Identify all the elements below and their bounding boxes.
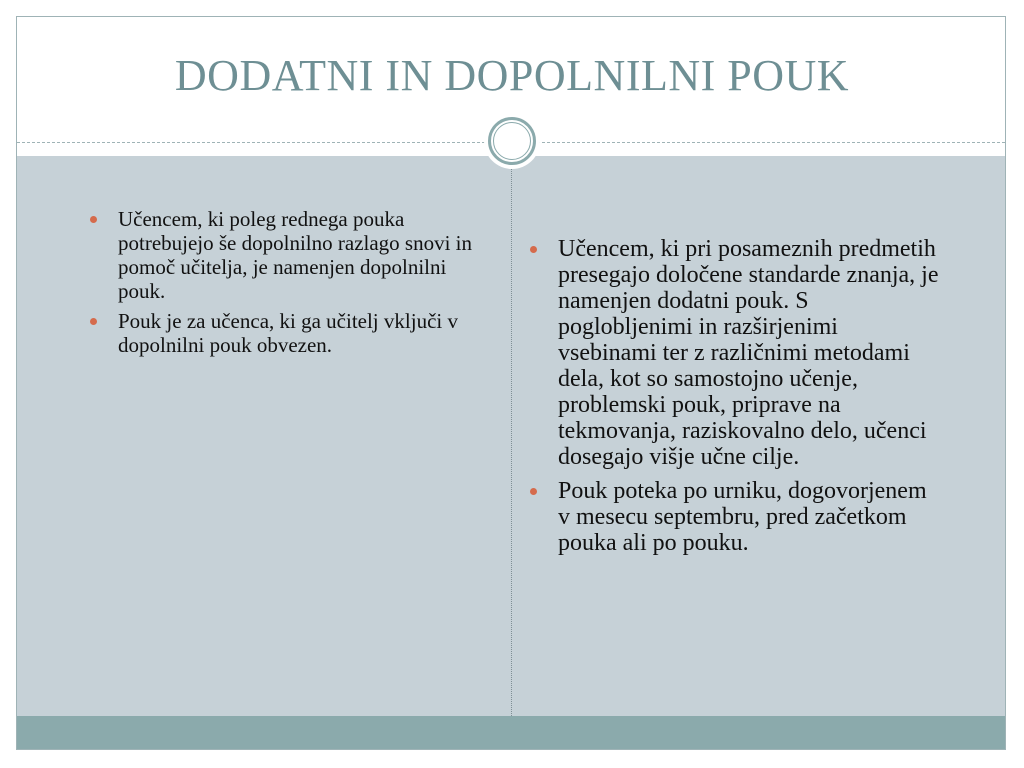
right-bullet-item-1 (530, 236, 940, 470)
left-bullet-item-2 (90, 309, 490, 357)
left-bullet-list (90, 207, 490, 363)
bottom-accent-band (17, 716, 1005, 749)
bullet-icon (530, 488, 537, 495)
bullet-icon (90, 318, 97, 325)
right-bullet-list (530, 236, 940, 564)
bullet-icon (90, 216, 97, 223)
right-bullet-text-1: Učencem, ki pri posameznih predmetih presegajo določene standarde znanja, je namenjen dodatni pouk. S poglobljenimi in razširjenimi vsebinami ter z različnimi metodami dela, kot so samostojno učenje, problemski pouk, priprave na tekmovanja, raziskovalno delo, učenci dosegajo višje učne cilje. (558, 236, 939, 470)
left-bullet-text-2: Pouk je za učenca, ki ga učitelj vključi v dopolnilni pouk obvezen. (118, 309, 458, 357)
right-bullet-text-2: Pouk poteka po urniku, dogovorjenem v mesecu septembru, pred začetkom pouka ali po pouku. (558, 478, 927, 556)
circle-ornament-inner-ring (493, 122, 531, 160)
left-bullet-text-1: Učencem, ki poleg rednega pouka potrebujejo še dopolnilno razlago snovi in pomoč učitelja, je namenjen dopolnilni pouk. (118, 207, 473, 303)
slide-title: DODATNI IN DOPOLNILNI POUK (174, 51, 850, 100)
column-divider (511, 156, 512, 716)
right-bullet-item-2 (530, 478, 940, 556)
left-bullet-item-1 (90, 207, 490, 303)
bullet-icon (530, 246, 537, 253)
